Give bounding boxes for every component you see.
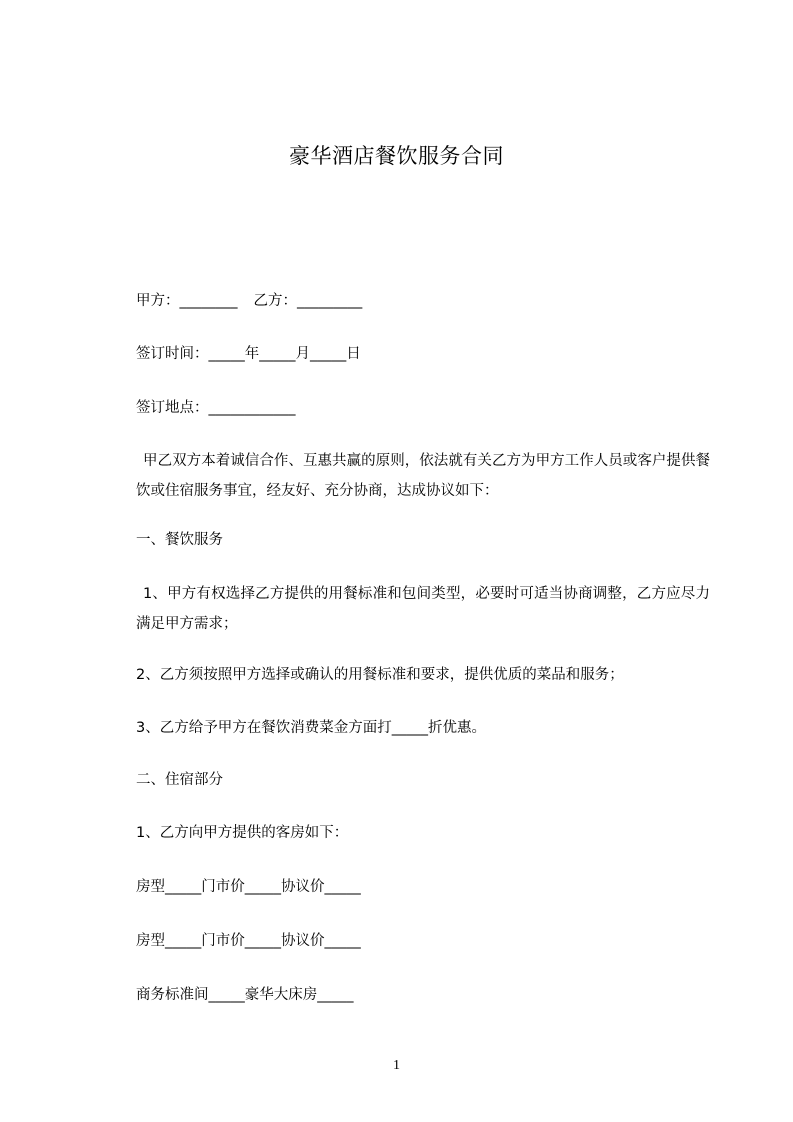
- intro-text: 甲乙双方本着诚信合作、互惠共赢的原则，依法就有关乙方为甲方工作人员或客户提供餐饮或住宿服务事宜，经友好、充分协商，达成协议如下：: [136, 453, 710, 499]
- catering-item-1: [136, 579, 710, 639]
- party-a-field: 甲方：________: [136, 293, 238, 309]
- document-title: 豪华酒店餐饮服务合同: [289, 144, 504, 168]
- parties-line: [136, 291, 362, 311]
- room-line-2: 房型_____门市价_____协议价_____: [136, 933, 361, 949]
- lodging-item-1: 1、乙方向甲方提供的客房如下：: [136, 825, 349, 841]
- section-heading-lodging: 二、住宿部分: [136, 772, 223, 788]
- page-number: 1: [393, 1058, 400, 1073]
- catering-item-2: 2、乙方须按照甲方选择或确认的用餐标准和要求，提供优质的菜品和服务；: [136, 667, 624, 683]
- catering-item-3: 3、乙方给予甲方在餐饮消费菜金方面打_____折优惠。: [136, 720, 486, 736]
- party-b-field: 乙方：_________: [253, 293, 363, 309]
- room-line-1: 房型_____门市价_____协议价_____: [136, 879, 361, 895]
- catering-item-1-text: 1、甲方有权选择乙方提供的用餐标准和包间类型，必要时可适当协商调整，乙方应尽力满足甲方需求；: [136, 586, 710, 632]
- sign-place-line: 签订地点：____________: [136, 400, 296, 416]
- sign-date-line: 签订时间：_____年_____月_____日: [136, 346, 361, 362]
- room-line-3: 商务标准间_____豪华大床房_____: [136, 987, 354, 1003]
- section-heading-catering: 一、餐饮服务: [136, 532, 223, 548]
- intro-paragraph: [136, 446, 710, 506]
